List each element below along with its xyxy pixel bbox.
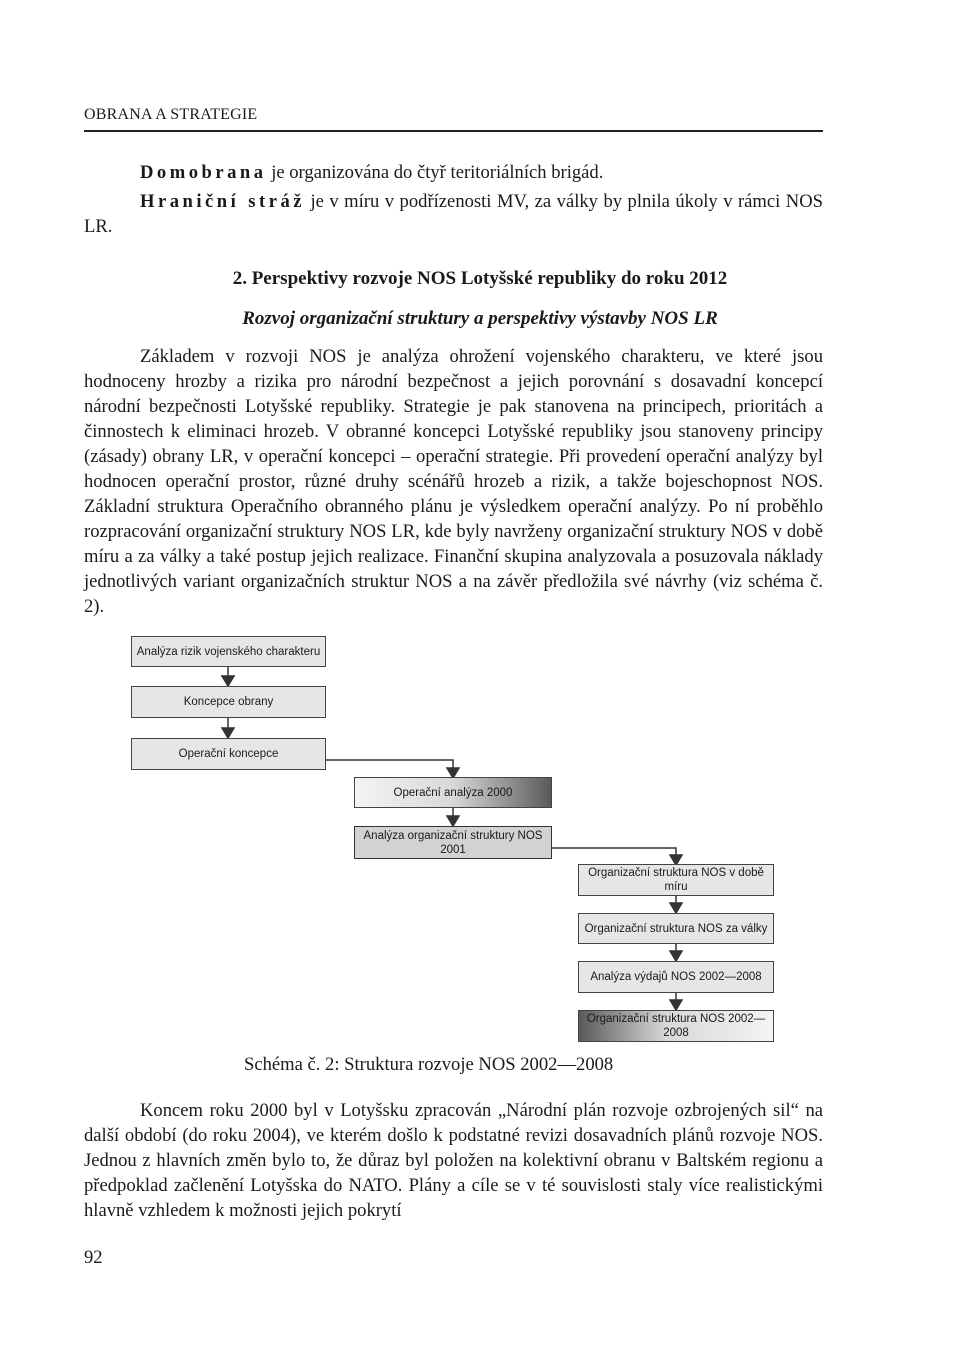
- closing-paragraph: Koncem roku 2000 byl v Lotyšsku zpracován „Národní plán rozvoje ozbrojených sil“ na další období (do roku 2004), ve kterém došlo k podstatné revizi dosavadních plánů rozvoje NOS. Jednou z hlavních změn bylo to, že důraz byl položen na kolektivní obranu v Baltském regionu a předpoklad začlenění Lotyšska do NATO. Plány a cíle se v té souvislosti staly více realistickými hlavně vzhledem k možnosti jejich pokrytí: [84, 1100, 823, 1221]
- section-subheading: Rozvoj organizační struktury a perspektivy výstavby NOS LR: [242, 308, 718, 329]
- arrow-down-icon: [447, 816, 459, 826]
- diagram-box-peacetime-structure: Organizační struktura NOS v době míru: [578, 864, 774, 896]
- arrow-down-icon: [670, 903, 682, 913]
- running-head: OBRANA A STRATEGIE: [84, 106, 258, 123]
- diagram-box-risk-analysis: Analýza rizik vojenského charakteru: [131, 636, 326, 667]
- section-heading: 2. Perspektivy rozvoje NOS Lotyšské republiky do roku 2012: [232, 268, 728, 289]
- diagram-box-defence-concept: Koncepce obrany: [131, 686, 326, 718]
- intro-paragraph-2-text: je v míru v podřízenosti MV, za války by plnila úkoly v rámci NOS LR.: [84, 191, 823, 237]
- diagram-box-wartime-structure: Organizační struktura NOS za války: [578, 913, 774, 944]
- section-body-paragraph: Základem v rozvoji NOS je analýza ohrožení vojenského charakteru, ve které jsou hodnoceny hrozby a rizika pro národní bezpečnost a jejich porovnání s dosavadní koncepcí národní bezpečnosti Lotyšské republiky. Strategie je pak stanovena na principech, prioritách a činnostech k eliminaci hrozeb. V obranné koncepci Lotyšské republiky jsou stanoveny principy (zásady) obrany LR, v operační koncepci – operační strategie. Při provedení operační analýzy byl hodnocen operační prostor, různé druhy scénářů hrozeb a rizik, a takže bojeschopnost NOS. Základní struktura Operačního obranného plánu je výsledkem operační analýzy. Po ní proběhlo rozpracování organizační struktury NOS LR, kde byly navrženy organizační struktury NOS v době míru a za války a také postup jejich realizace. Finanční skupina analyzovala a posuzovala náklady jednotlivých variant organizačních struktur NOS a na závěr předložila své návrhy (viz schéma č. 2).: [84, 346, 823, 617]
- diagram-box-structure-2002-2008: Organizační struktura NOS 2002—2008: [578, 1010, 774, 1042]
- intro-paragraph-1-text: je organizována do čtyř teritoriálních brigád.: [266, 162, 604, 183]
- term-domobrana: Domobrana: [140, 162, 267, 183]
- diagram-box-operational-analysis: Operační analýza 2000: [354, 777, 552, 808]
- arrow-down-icon: [670, 1000, 682, 1010]
- diagram-caption: Schéma č. 2: Struktura rozvoje NOS 2002—2008: [244, 1054, 614, 1075]
- diagram-box-org-structure-analysis: Analýza organizační struktury NOS 2001: [354, 826, 552, 859]
- term-hranicni-straz: Hraniční stráž: [140, 191, 305, 212]
- page-number: 92: [84, 1247, 103, 1268]
- arrow-down-icon: [222, 676, 234, 686]
- diagram-box-operational-concept: Operační koncepce: [131, 738, 326, 770]
- arrow-down-icon: [670, 951, 682, 961]
- arrow-down-icon: [222, 728, 234, 738]
- diagram-box-expenditure-analysis: Analýza výdajů NOS 2002—2008: [578, 961, 774, 993]
